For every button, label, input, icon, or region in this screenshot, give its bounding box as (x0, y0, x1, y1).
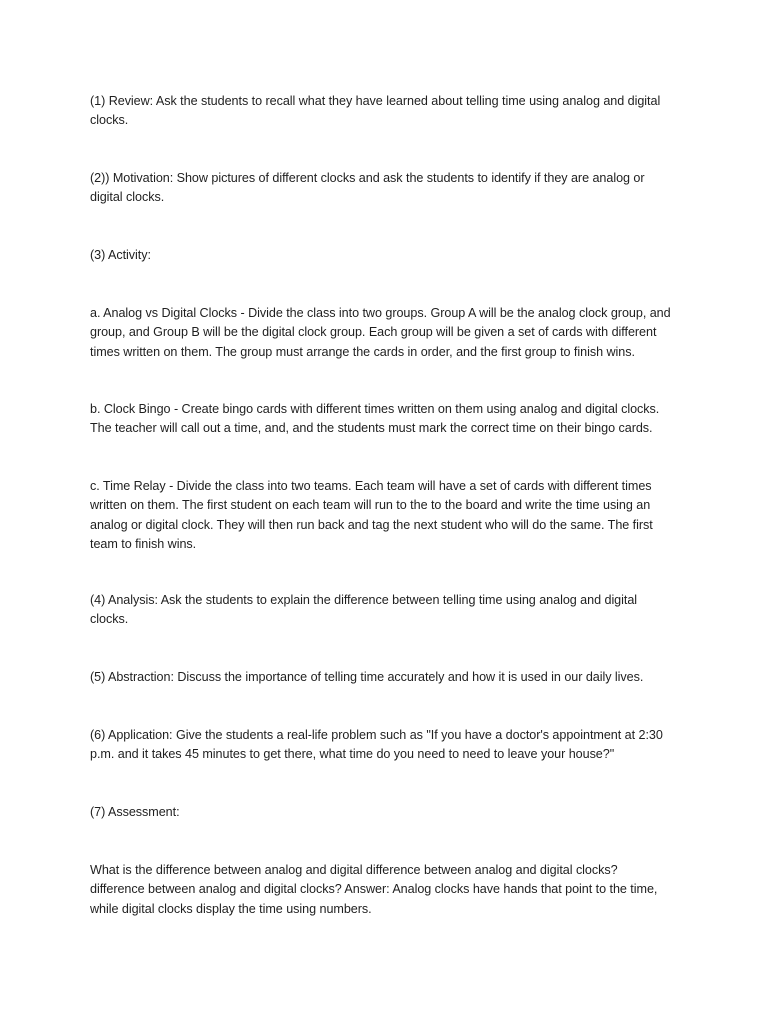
text-line: (7) Assessment: (90, 805, 180, 819)
text-line: (3) Activity: (90, 248, 151, 262)
text-line: while digital clocks display the time using numbers. (90, 901, 372, 916)
paragraph-analysis (90, 591, 690, 630)
paragraph-activity-heading (90, 246, 690, 265)
paragraph-application (90, 726, 690, 765)
text-line: (1) Review: Ask the students to recall what they have learned about telling time using analog and digital (90, 94, 661, 108)
text-line: digital clocks. (90, 190, 165, 205)
text-line: written on them. The first student on each team will run to the to the board and write the time using an (90, 498, 651, 513)
paragraph-activity-c (90, 477, 690, 554)
text-line: (5) Abstraction: Discuss the importance of telling time accurately and how it is used in our daily lives. (90, 670, 644, 684)
text-line: (6) Application: Give the students a real-life problem such as "If you have a doctor's appointment at 2:30 (90, 728, 663, 742)
text-line: (4) Analysis: Ask the students to explain the difference between telling time using analog and digital (90, 593, 638, 607)
text-line: difference between analog and digital clocks? Answer: Analog clocks have hands that point to the time, (90, 882, 658, 897)
paragraph-assessment-question (90, 861, 690, 919)
text-line: What is the difference between analog and digital difference between analog and digital clocks? (90, 863, 618, 877)
paragraph-activity-a (90, 304, 690, 362)
paragraph-review (90, 92, 690, 131)
text-line: p.m. and it takes 45 minutes to get there, what time do you need to need to leave your house?" (90, 747, 615, 762)
paragraph-motivation (90, 169, 690, 208)
paragraph-activity-b (90, 400, 690, 439)
text-line: (2)) Motivation: Show pictures of different clocks and ask the students to identify if they are analog or (90, 171, 645, 185)
text-line: clocks. (90, 113, 129, 128)
paragraph-abstraction (90, 668, 690, 687)
text-line: team to finish wins. (90, 536, 197, 551)
paragraph-assessment-heading (90, 803, 690, 822)
text-line: The teacher will call out a time, and, and the students must mark the correct time on their bingo cards. (90, 421, 653, 436)
text-line: b. Clock Bingo - Create bingo cards with different times written on them using analog and digital clocks. (90, 402, 660, 416)
text-line: group, and Group B will be the digital clock group. Each group will be given a set of cards with different (90, 325, 657, 340)
text-line: clocks. (90, 612, 129, 627)
text-line: c. Time Relay - Divide the class into two teams. Each team will have a set of cards with different times (90, 479, 652, 493)
text-line: a. Analog vs Digital Clocks - Divide the class into two groups. Group A will be the analog clock group, and (90, 306, 671, 320)
text-line: analog or digital clock. They will then run back and tag the next student who will do the same. The first (90, 517, 653, 532)
text-line: times written on them. The group must arrange the cards in order, and the first group to finish wins. (90, 344, 635, 359)
